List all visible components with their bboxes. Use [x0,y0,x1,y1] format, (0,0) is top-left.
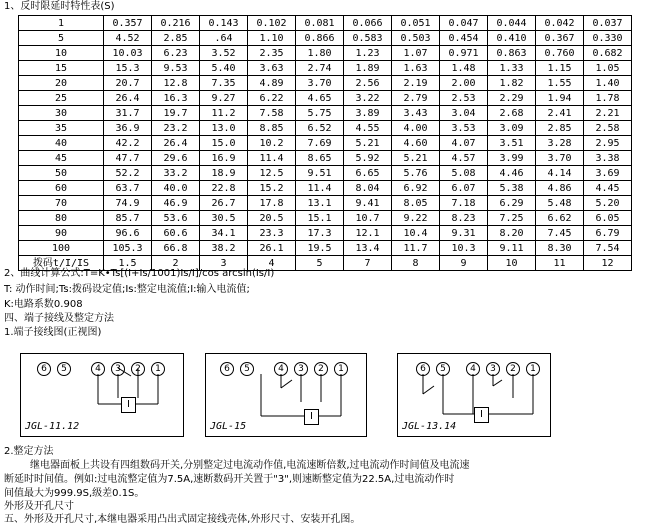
table-cell: 3.28 [536,136,584,151]
table-cell: 5.75 [296,106,344,121]
table-cell: 18.9 [200,166,248,181]
table-cell: 2.85 [152,31,200,46]
table-cell: 5.21 [344,136,392,151]
setting-paragraph-2: 断延时时间值。例如:过电流整定值为7.5A,速断数码开关置于"3",则速断整定值为22.5A,过电流动作时 [4,474,455,485]
table-cell: 8.85 [248,121,296,136]
table-cell: 6.92 [392,181,440,196]
table-row [19,76,632,91]
table-cell: 9.11 [488,241,536,256]
coil-box: I [121,397,136,413]
row-label-cell: 100 [19,241,104,256]
table-cell: 63.7 [104,181,152,196]
table-cell: 1.48 [440,61,488,76]
table-cell: 7 [344,256,392,271]
table-cell: 3.04 [440,106,488,121]
row-label-cell: 80 [19,211,104,226]
table-cell: 105.3 [104,241,152,256]
table-cell: 2.29 [488,91,536,106]
table-row [19,196,632,211]
table-cell: 12 [584,256,632,271]
table-cell: 8.20 [488,226,536,241]
table-cell: 4.57 [440,151,488,166]
table-cell: 4 [248,256,296,271]
table-cell: 19.7 [152,106,200,121]
table-cell: 11.4 [248,151,296,166]
table-cell: 8.23 [440,211,488,226]
table-cell: 0.330 [584,31,632,46]
table-cell: 0.037 [584,16,632,31]
table-cell: 13.0 [200,121,248,136]
table-cell: 34.1 [200,226,248,241]
table-cell: 11.2 [200,106,248,121]
table-cell: 0.367 [536,31,584,46]
table-cell: 0.044 [488,16,536,31]
table-cell: 7.45 [536,226,584,241]
row-label-cell: 25 [19,91,104,106]
table-cell: 5.08 [440,166,488,181]
table-cell: 8.04 [344,181,392,196]
wiring-diagram-2 [205,353,367,437]
table-cell: 8.05 [392,196,440,211]
table-cell: 20.5 [248,211,296,226]
table-row [19,166,632,181]
table-cell: 12.5 [248,166,296,181]
table-cell: 3 [200,256,248,271]
table-cell: 2.19 [392,76,440,91]
table-cell: 0.863 [488,46,536,61]
table-cell: 4.55 [344,121,392,136]
wiring-title: 1.端子接线图(正视图) [4,327,102,338]
table-cell: 4.14 [536,166,584,181]
table-cell: 0.047 [440,16,488,31]
terminal-5: 5 [57,362,71,376]
table-row [19,211,632,226]
table-cell: 11 [536,256,584,271]
table-row [19,46,632,61]
table-cell: 17.3 [296,226,344,241]
row-label-cell: 90 [19,226,104,241]
table-cell: 10.4 [392,226,440,241]
row-label-cell: 70 [19,196,104,211]
table-cell: 0.357 [104,16,152,31]
table-cell: 0.760 [536,46,584,61]
table-cell: 6.62 [536,211,584,226]
table-cell: 2.74 [296,61,344,76]
table-cell: 40.0 [152,181,200,196]
table-cell: 3.22 [344,91,392,106]
table-cell: 16.9 [200,151,248,166]
table-cell: 15.0 [200,136,248,151]
table-cell: 12.1 [344,226,392,241]
definition-line-2: K:电路系数0.908 [4,299,83,310]
table-cell: 2.68 [488,106,536,121]
table-cell: 5.48 [536,196,584,211]
table-cell: 36.9 [104,121,152,136]
table-cell: 1.94 [536,91,584,106]
table-cell: 1.10 [248,31,296,46]
table-cell: 22.8 [200,181,248,196]
section-5-heading: 五、外形及开孔尺寸,本继电器采用凸出式固定接线壳体,外形尺寸、安装开孔图。 [4,514,361,525]
table-cell: 2.21 [584,106,632,121]
diagram-label: JGL-11.12 [25,421,80,432]
table-cell: 6.79 [584,226,632,241]
table-cell: 2.35 [248,46,296,61]
table-cell: 26.4 [104,91,152,106]
row-label-cell: 45 [19,151,104,166]
table-cell: 0.866 [296,31,344,46]
table-cell: 8 [392,256,440,271]
table-cell: 2.79 [392,91,440,106]
table-row [19,121,632,136]
table-cell: 2 [152,256,200,271]
table-cell: 46.9 [152,196,200,211]
row-label-cell: 15 [19,61,104,76]
row-label-cell: 35 [19,121,104,136]
row-label-cell: 50 [19,166,104,181]
terminal-1: 1 [334,362,348,376]
row-label-cell: 60 [19,181,104,196]
table-cell: 2.00 [440,76,488,91]
table-cell: 5.20 [584,196,632,211]
table-cell: 6.05 [584,211,632,226]
formula-line: 2、曲线计算公式:T=K•Ts[(I+Is/1001)Is/I]/cos arcsin(Is/I) [4,268,275,279]
diagram-label: JGL-15 [210,421,247,432]
wiring-diagram-3 [397,353,551,437]
table-cell: 4.00 [392,121,440,136]
section-4-heading: 四、端子接线及整定方法 [4,313,114,324]
table-cell: 0.051 [392,16,440,31]
table-cell: 52.2 [104,166,152,181]
table-cell: 1.78 [584,91,632,106]
terminal-3: 3 [294,362,308,376]
table-cell: 5.92 [344,151,392,166]
terminal-1: 1 [151,362,165,376]
table-cell: 0.042 [536,16,584,31]
table-cell: 74.9 [104,196,152,211]
table-cell: 0.081 [296,16,344,31]
table-title: 1、反时限延时特性表(S) [4,1,115,12]
terminal-4: 4 [274,362,288,376]
table-cell: 15.1 [296,211,344,226]
table-cell: 26.7 [200,196,248,211]
row-label-cell: 40 [19,136,104,151]
table-cell: .64 [200,31,248,46]
table-cell: 10.03 [104,46,152,61]
table-cell: 4.46 [488,166,536,181]
table-cell: 10.7 [344,211,392,226]
table-row [19,136,632,151]
table-cell: 38.2 [200,241,248,256]
table-cell: 7.58 [248,106,296,121]
table-cell: 20.7 [104,76,152,91]
table-cell: 3.89 [344,106,392,121]
table-row [19,31,632,46]
table-cell: 5.76 [392,166,440,181]
table-cell: 7.25 [488,211,536,226]
table-cell: 85.7 [104,211,152,226]
table-cell: 2.41 [536,106,584,121]
table-cell: 3.99 [488,151,536,166]
coil-box: I [474,407,489,423]
table-cell: 4.45 [584,181,632,196]
table-cell: 9.31 [440,226,488,241]
table-cell: 60.6 [152,226,200,241]
table-cell: 31.7 [104,106,152,121]
table-cell: 7.69 [296,136,344,151]
terminal-3: 3 [111,362,125,376]
table-cell: 19.5 [296,241,344,256]
table-row [19,241,632,256]
row-label-cell: 1 [19,16,104,31]
table-cell: 42.2 [104,136,152,151]
table-cell: 9.22 [392,211,440,226]
table-cell: 1.40 [584,76,632,91]
table-cell: 2.56 [344,76,392,91]
table-cell: 6.65 [344,166,392,181]
table-cell: 9.53 [152,61,200,76]
table-cell: 1.15 [536,61,584,76]
table-row [19,181,632,196]
definition-line-1: T: 动作时间;Ts:拨码设定值;Is:整定电流值;I:输入电流值; [4,284,250,295]
dimension-heading: 外形及开孔尺寸 [4,501,74,512]
table-cell: 33.2 [152,166,200,181]
terminal-2: 2 [131,362,145,376]
table-cell: 3.52 [200,46,248,61]
table-cell: 2.85 [536,121,584,136]
wiring-diagram-1 [20,353,184,437]
row-label-cell: 20 [19,76,104,91]
table-cell: 53.6 [152,211,200,226]
table-cell: 2.53 [440,91,488,106]
table-cell: 0.143 [200,16,248,31]
table-cell: 0.583 [344,31,392,46]
table-cell: 13.4 [344,241,392,256]
coil-box: I [304,409,319,425]
table-cell: 26.4 [152,136,200,151]
table-cell: 4.89 [248,76,296,91]
table-row [19,91,632,106]
table-cell: 6.52 [296,121,344,136]
table-cell: 0.410 [488,31,536,46]
table-cell: 66.8 [152,241,200,256]
table-cell: 10 [488,256,536,271]
table-cell: 0.971 [440,46,488,61]
diagram-label: JGL-13.14 [402,421,457,432]
table-cell: 2.95 [584,136,632,151]
table-cell: 6.29 [488,196,536,211]
table-cell: 1.07 [392,46,440,61]
table-cell: 7.54 [584,241,632,256]
table-cell: 15.2 [248,181,296,196]
table-cell: 9.51 [296,166,344,181]
terminal-6: 6 [416,362,430,376]
table-cell: 0.066 [344,16,392,31]
table-cell: 5.40 [200,61,248,76]
table-cell: 0.682 [584,46,632,61]
table-row [19,151,632,166]
table-cell: 3.70 [296,76,344,91]
table-cell: 6.23 [152,46,200,61]
table-cell: 3.69 [584,166,632,181]
table-cell: 3.51 [488,136,536,151]
table-cell: 17.8 [248,196,296,211]
table-cell: 0.503 [392,31,440,46]
terminal-4: 4 [466,362,480,376]
table-cell: 11.4 [296,181,344,196]
table-cell: 9.27 [200,91,248,106]
row-label-cell: 30 [19,106,104,121]
table-cell: 3.09 [488,121,536,136]
table-cell: 1.33 [488,61,536,76]
table-cell: 0.102 [248,16,296,31]
table-cell: 13.1 [296,196,344,211]
table-cell: 29.6 [152,151,200,166]
table-cell: 3.63 [248,61,296,76]
table-cell: 2.58 [584,121,632,136]
table-cell: 1.55 [536,76,584,91]
table-cell: 15.3 [104,61,152,76]
terminal-2: 2 [314,362,328,376]
table-cell: 4.86 [536,181,584,196]
table-cell: 12.8 [152,76,200,91]
table-cell: 1.63 [392,61,440,76]
table-cell: 4.60 [392,136,440,151]
table-cell: 1.82 [488,76,536,91]
setting-paragraph-3: 间值最大为999.9S,级差0.1S。 [4,488,145,499]
table-cell: 3.70 [536,151,584,166]
table-cell: 5 [296,256,344,271]
table-cell: 8.65 [296,151,344,166]
table-cell: 1.5 [104,256,152,271]
terminal-6: 6 [37,362,51,376]
table-cell: 47.7 [104,151,152,166]
row-label-cell: 10 [19,46,104,61]
table-row [19,16,632,31]
table-cell: 5.21 [392,151,440,166]
table-cell: 23.2 [152,121,200,136]
row-label-cell: 拨码t/I/IS [19,256,104,271]
terminal-2: 2 [506,362,520,376]
table-cell: 6.22 [248,91,296,106]
characteristic-table [18,15,632,271]
table-cell: 10.2 [248,136,296,151]
terminal-3: 3 [486,362,500,376]
table-row [19,61,632,76]
table-row [19,106,632,121]
table-cell: 1.80 [296,46,344,61]
table-cell: 26.1 [248,241,296,256]
table-cell: 5.38 [488,181,536,196]
table-cell: 30.5 [200,211,248,226]
table-cell: 3.38 [584,151,632,166]
table-cell: 7.35 [200,76,248,91]
setting-paragraph-1: 继电器面板上共设有四组数码开关,分别整定过电流动作值,电流速断倍数,过电流动作时间值及电流速 [30,460,470,471]
table-cell: 4.07 [440,136,488,151]
table-cell: 11.7 [392,241,440,256]
table-cell: 1.05 [584,61,632,76]
terminal-1: 1 [526,362,540,376]
table-cell: 0.454 [440,31,488,46]
table-cell: 1.23 [344,46,392,61]
table-row [19,226,632,241]
table-cell: 7.18 [440,196,488,211]
table-cell: 10.3 [440,241,488,256]
table-cell: 16.3 [152,91,200,106]
table-cell: 4.52 [104,31,152,46]
table-cell: 9 [440,256,488,271]
table-cell: 23.3 [248,226,296,241]
terminal-6: 6 [220,362,234,376]
table-cell: 3.43 [392,106,440,121]
table-cell: 9.41 [344,196,392,211]
terminal-4: 4 [91,362,105,376]
setting-title: 2.整定方法 [4,446,54,457]
table-cell: 96.6 [104,226,152,241]
table-cell: 8.30 [536,241,584,256]
table-cell: 0.216 [152,16,200,31]
row-label-cell: 5 [19,31,104,46]
table-cell: 6.07 [440,181,488,196]
table-cell: 1.89 [344,61,392,76]
table-cell: 3.53 [440,121,488,136]
terminal-5: 5 [436,362,450,376]
terminal-5: 5 [240,362,254,376]
table-cell: 4.65 [296,91,344,106]
